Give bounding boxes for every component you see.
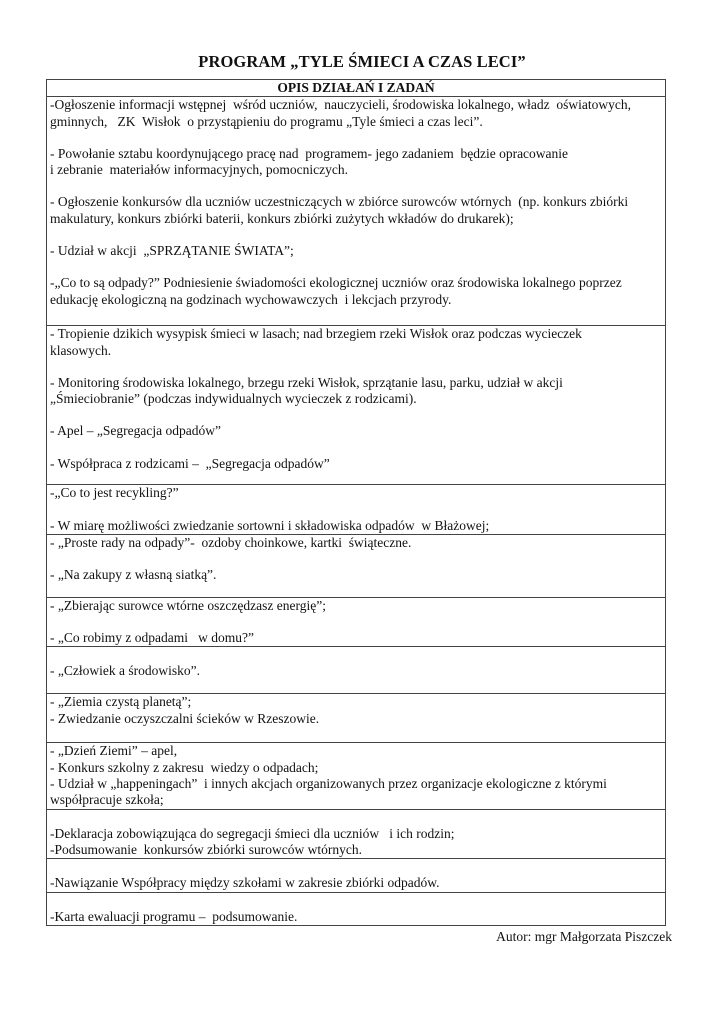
table-cell (47, 326, 666, 485)
activity-line: współpracuje szkoła; (50, 792, 164, 808)
table-cell (47, 647, 666, 694)
activity-line: -„Co to jest recykling?” (50, 485, 179, 501)
blank-line (50, 502, 665, 518)
table-row (47, 97, 666, 326)
activity-line: „Śmieciobranie” (podczas indywidualnych wycieczek z rodzicami). (50, 391, 417, 407)
blank-line (50, 859, 665, 875)
blank-line (50, 178, 665, 194)
table-row (47, 809, 666, 859)
blank-line (50, 259, 665, 275)
table-cell (47, 485, 666, 535)
activity-line: - Udział w „happeningach” i innych akcjach organizowanych przez organizacje ekologiczne z którymi (50, 776, 607, 792)
activity-line: - „Dzień Ziemi” – apel, (50, 743, 178, 759)
table-cell (47, 597, 666, 647)
activity-line: makulatury, konkurs zbiórki baterii, konkurs zbiórki zużytych wkładów do drukarek); (50, 210, 514, 226)
activities-table (46, 79, 666, 926)
activity-line: - „Co robimy z odpadami w domu?” (50, 630, 254, 646)
activity-line: -Podsumowanie konkursów zbiórki surowców wtórnych. (50, 841, 362, 857)
author-signature: Autor: mgr Małgorzata Piszczek (496, 929, 672, 944)
table-cell (47, 743, 666, 809)
activity-line: - Tropienie dzikich wysypisk śmieci w lasach; nad brzegiem rzeki Wisłok oraz podczas wycieczek (50, 326, 582, 342)
blank-line (50, 810, 665, 826)
activity-line: i zebranie materiałów informacyjnych, pomocniczych. (50, 162, 349, 178)
blank-line (50, 614, 665, 630)
blank-line (50, 893, 665, 909)
table-row (47, 892, 666, 925)
blank-line (50, 359, 665, 375)
blank-line (50, 407, 665, 423)
activity-line: edukację ekologiczną na godzinach wychowawczych i lekcjach przyrody. (50, 291, 452, 307)
table-cell (47, 694, 666, 743)
blank-line (50, 647, 665, 663)
table-row (47, 743, 666, 809)
activity-line: - Współpraca z rodzicami – „Segregacja odpadów” (50, 455, 330, 471)
activity-line: - „Zbierając surowce wtórne oszczędzasz energię”; (50, 597, 326, 613)
activity-line: - „Proste rady na odpady”- ozdoby choinkowe, kartki świąteczne. (50, 534, 412, 550)
activity-line: - „Człowiek a środowisko”. (50, 663, 200, 679)
activity-line: -Nawiązanie Współpracy między szkołami w zakresie zbiórki odpadów. (50, 875, 440, 891)
table-cell (47, 534, 666, 597)
activity-line: - Zwiedzanie oczyszczalni ścieków w Rzeszowie. (50, 710, 320, 726)
table-cell (47, 97, 666, 326)
table-row (47, 647, 666, 694)
table-row (47, 326, 666, 485)
table-header-row (47, 80, 666, 97)
activity-line: -Deklaracja zobowiązująca do segregacji śmieci dla uczniów i ich rodzin; (50, 825, 455, 841)
table-row (47, 534, 666, 597)
activity-line: - „Na zakupy z własną siatką”. (50, 567, 217, 583)
activity-line: gminnych, ZK Wisłok o przystąpieniu do programu „Tyle śmieci a czas leci”. (50, 113, 483, 129)
table-row (47, 597, 666, 647)
table-header: OPIS DZIAŁAŃ I ZADAŃ (47, 80, 666, 97)
blank-line (50, 227, 665, 243)
activity-line: - Konkurs szkolny z zakresu wiedzy o odpadach; (50, 759, 319, 775)
table-cell (47, 809, 666, 859)
table-row (47, 859, 666, 892)
activity-line: -Ogłoszenie informacji wstępnej wśród uczniów, nauczycieli, środowiska lokalnego, władz oświatowych, (50, 97, 631, 113)
table-cell (47, 859, 666, 892)
activity-line: - Powołanie sztabu koordynującego pracę nad programem- jego zadaniem będzie opracowanie (50, 145, 569, 161)
blank-line (50, 551, 665, 567)
activity-line: - Ogłoszenie konkursów dla uczniów uczestniczących w zbiórce surowców wtórnych (np. konkurs zbiórki (50, 194, 629, 210)
table-row (47, 485, 666, 535)
activity-line: - Udział w akcji „SPRZĄTANIE ŚWIATA”; (50, 243, 294, 259)
blank-line (50, 440, 665, 456)
document-title: PROGRAM „TYLE ŚMIECI A CZAS LECI” (198, 52, 526, 71)
activity-line: - W miarę możliwości zwiedzanie sortowni i składowiska odpadów w Błażowej; (50, 517, 490, 533)
activity-line: - „Ziemia czystą planetą”; (50, 694, 192, 710)
activity-line: - Monitoring środowiska lokalnego, brzegu rzeki Wisłok, sprzątanie lasu, parku, udział w akcji (50, 374, 563, 390)
activity-line: -„Co to są odpady?” Podniesienie świadomości ekologicznej uczniów oraz środowiska lokalnego poprzez (50, 275, 622, 291)
table-row (47, 694, 666, 743)
activity-line: - Apel – „Segregacja odpadów” (50, 423, 221, 439)
blank-line (50, 130, 665, 146)
activity-line: klasowych. (50, 342, 112, 358)
activity-line: -Karta ewaluacji programu – podsumowanie. (50, 908, 298, 924)
table-cell (47, 892, 666, 925)
